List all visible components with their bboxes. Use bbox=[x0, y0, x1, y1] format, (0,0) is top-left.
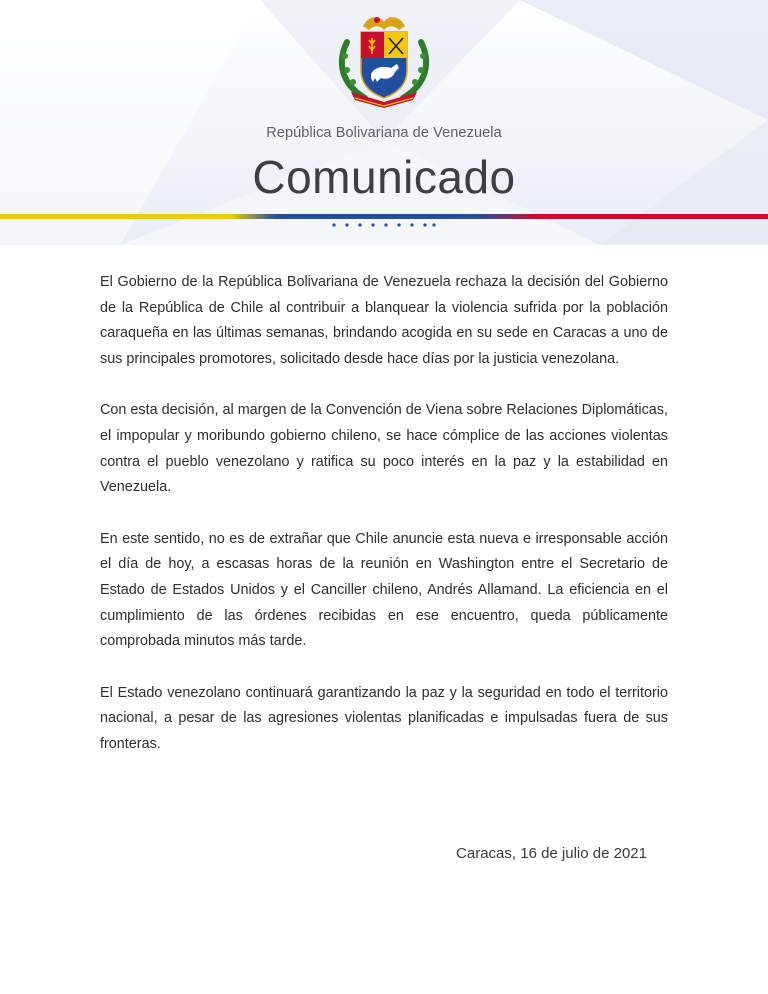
communique-body bbox=[100, 270, 668, 784]
document-title: Comunicado bbox=[252, 151, 516, 203]
paragraph-1: El Gobierno de la República Bolivariana de Venezuela rechaza la decisión del Gobierno de la República de Chile al contribuir a blanquear la violencia sufrida por la población caraqueña en las últimas semanas, brindando acogida en su sede en Caracas a uno de sus principales promotores, solicitado desde hace días por la justicia venezolana. bbox=[100, 274, 668, 367]
stars-row bbox=[0, 222, 768, 228]
paragraph-4: El Estado venezolano continuará garantizando la paz y la seguridad en todo el territorio nacional, a pesar de las agresiones violentas planificadas e impulsadas fuera de sus fronteras. bbox=[100, 684, 668, 752]
paragraph-2: Con esta decisión, al margen de la Convención de Viena sobre Relaciones Diplomáticas, el impopular y moribundo gobierno chileno, se hace cómplice de las acciones violentas contra el pueblo venezolano y ratifica su poco interés en la paz y la estabilidad en Venezuela. bbox=[100, 402, 668, 496]
coat-of-arms-icon bbox=[333, 12, 435, 108]
flag-color-bar bbox=[0, 214, 768, 219]
republic-name: República Bolivariana de Venezuela bbox=[266, 125, 502, 141]
letterhead bbox=[0, 0, 768, 245]
paragraph-3: En este sentido, no es de extrañar que Chile anuncie esta nueva e irresponsable acción el día de hoy, a escasas horas de la reunión en Washington entre el Secretario de Estado de Estados Unidos y el Canciller chileno, Andrés Allamand. La eficiencia en el cumplimiento de las órdenes recibidas en ese encuentro, queda públicamente comprobada minutos más tarde. bbox=[100, 530, 668, 650]
place-and-date: Caracas, 16 de julio de 2021 bbox=[456, 845, 647, 862]
